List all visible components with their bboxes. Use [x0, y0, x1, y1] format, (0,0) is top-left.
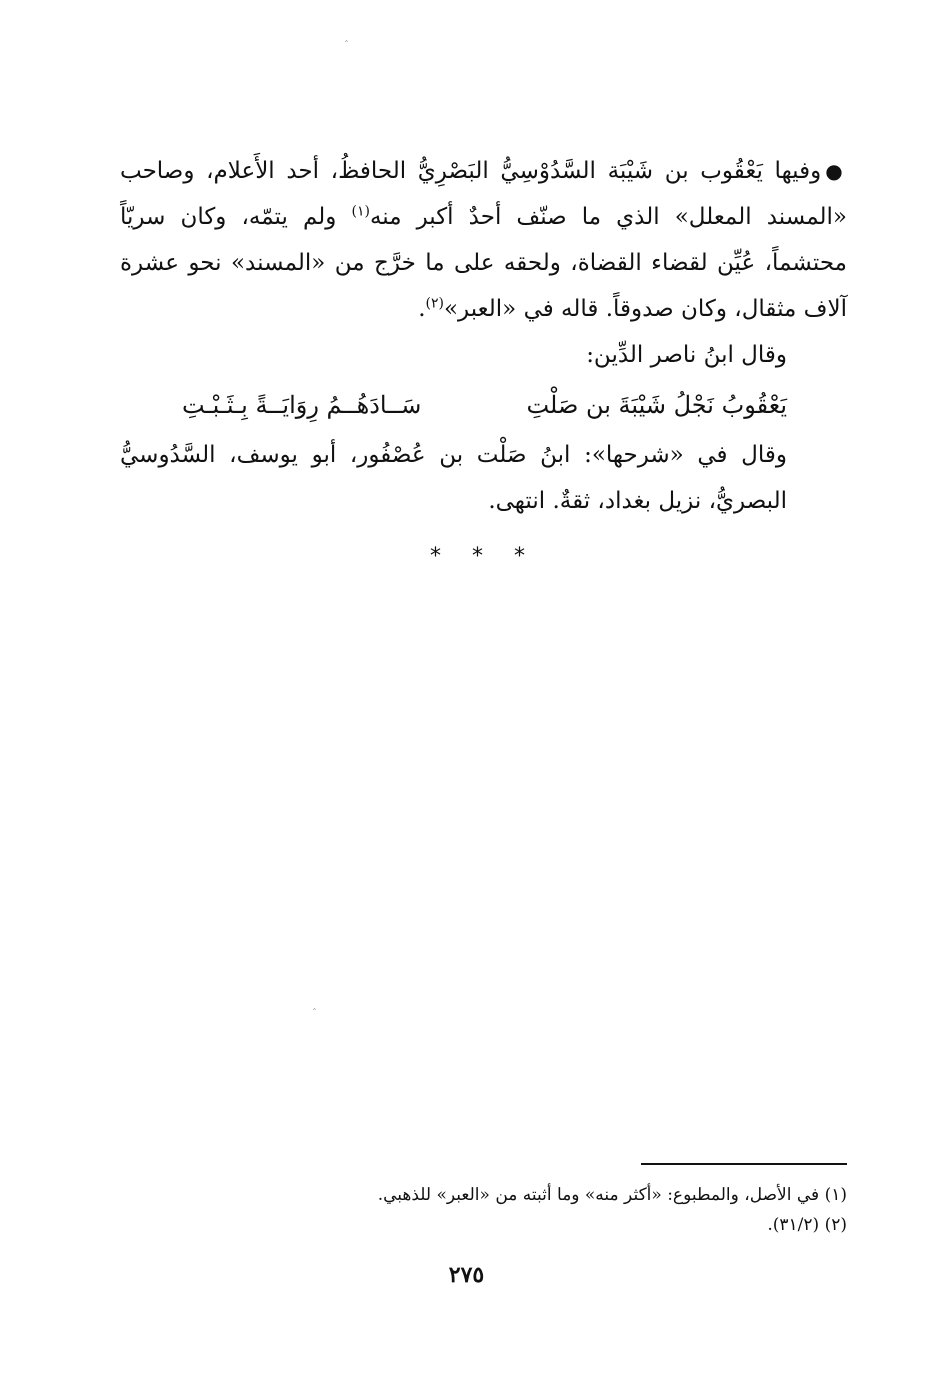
poem-verse — [120, 382, 847, 428]
page-number: ٢٧٥ — [448, 1262, 485, 1288]
bullet-icon: ● — [825, 159, 847, 183]
scan-speck: ˆ — [312, 1008, 317, 1019]
section-separator: * * * — [430, 544, 537, 569]
paragraph-text: . — [418, 296, 426, 322]
footnote-2: (٢) (٣١/٢). — [767, 1215, 847, 1235]
paragraph-text: وفيها يَعْقُوب بن شَيْبَة السَّدُوْسِيُّ البَصْرِيُّ الحافظُ، أحد الأَعلام، وصاحب «المسند المعلل» الذي ما صنّف أحدٌ أكبر منه — [120, 158, 847, 230]
scan-speck: ˆ — [344, 40, 349, 51]
main-text — [120, 148, 847, 580]
verse-second-hemistich: سَــادَهُــمُ رِوَايَــةً بِـثَـبْـتِ — [182, 391, 422, 419]
footnote-reference-1: (١) — [351, 203, 370, 220]
footnotes — [300, 1180, 847, 1240]
verse-first-hemistich: يَعْقُوبُ نَجْلُ شَيْبَةَ بن صَلْتِ — [526, 391, 787, 419]
paragraph-text: ولم يتمّه، وكان سريّاً محتشماً، عُيِّن لقضاء القضاة، ولحقه على ما خرَّج من «المسند» نحو عشرة آلاف مثقال، وكان صدوقاً. قاله في «العبر» — [120, 204, 847, 322]
paragraph-yaqub-ibn-shayba — [120, 148, 847, 332]
footnote-divider — [641, 1163, 847, 1165]
footnote-reference-2: (٢) — [425, 295, 444, 312]
footnote-1: (١) في الأصل، والمطبوع: «أكثر منه» وما أثبته من «العبر» للذهبي. — [377, 1185, 847, 1205]
verse-intro: وقال ابنُ ناصر الدِّين: — [586, 342, 787, 368]
commentary-paragraph: وقال في «شرحها»: ابنُ صَلْت بن عُصْفُور، أبو يوسف، السَّدُوسيُّ البصريُّ، نزيل بغداد، ثقةٌ. انتهى. — [120, 442, 787, 514]
